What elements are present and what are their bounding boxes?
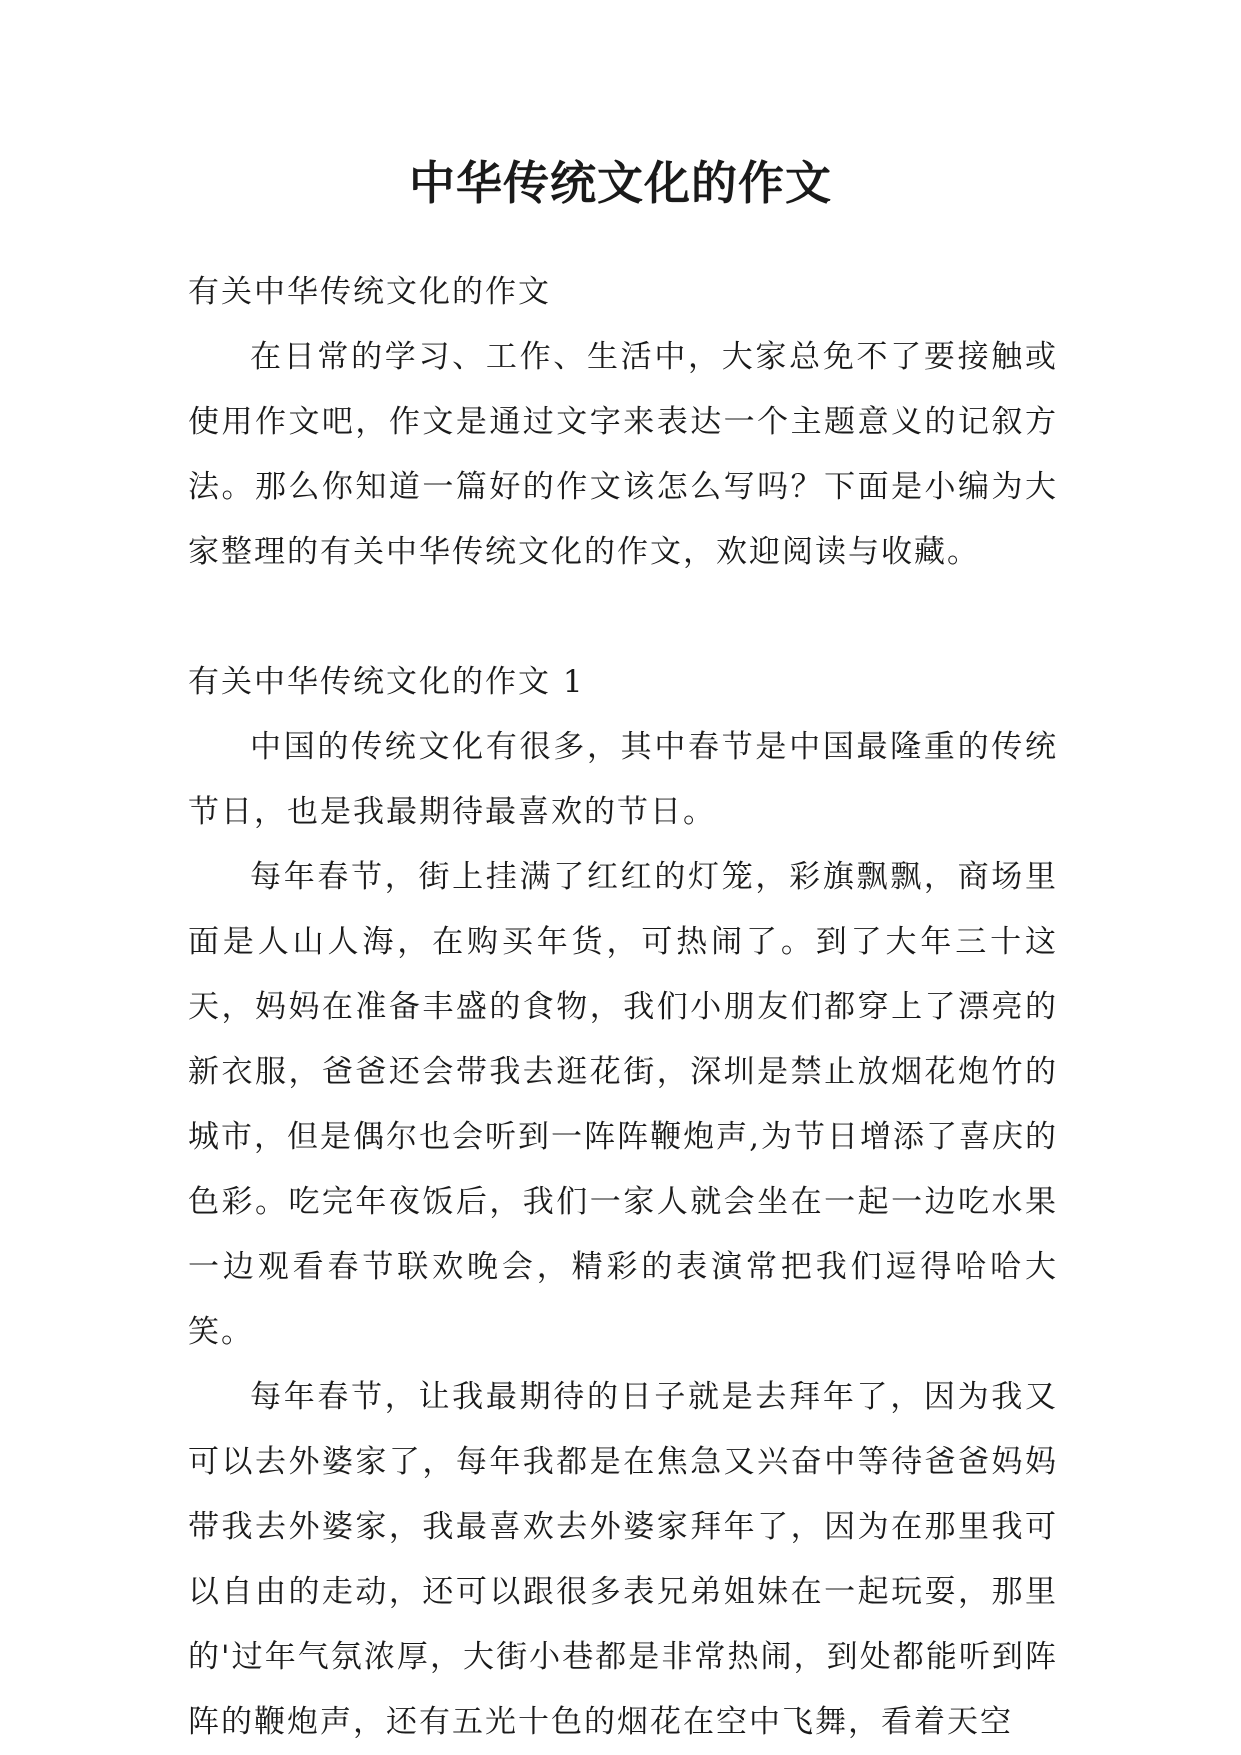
essay-1-heading: 有关中华传统文化的作文 1 xyxy=(188,664,585,700)
intro-paragraph: 在日常的学习、工作、生活中，大家总免不了要接触或使用作文吧，作文是通过文字来表达一个主题意义的记叙方法。那么你知道一篇好的作文该怎么写吗？下面是小编为大家整理的有关中华传统文化的作文，欢迎阅读与收藏。 xyxy=(188,339,1058,570)
document-title: 中华传统文化的作文 xyxy=(409,156,832,210)
essay-1-paragraph: 每年春节，街上挂满了红红的灯笼，彩旗飘飘，商场里面是人山人海，在购买年货，可热闹了。到了大年三十这天，妈妈在准备丰盛的食物，我们小朋友们都穿上了漂亮的新衣服，爸爸还会带我去逛花街，深圳是禁止放烟花炮竹的城市，但是偶尔也会听到一阵阵鞭炮声,为节日增添了喜庆的色彩。吃完年夜饭后，我们一家人就会坐在一起一边吃水果一边观看春节联欢晚会，精彩的表演常把我们逗得哈哈大笑。 xyxy=(188,859,1058,1350)
intro-heading: 有关中华传统文化的作文 xyxy=(188,274,551,310)
essay-1-paragraph: 中国的传统文化有很多，其中春节是中国最隆重的传统节日，也是我最期待最喜欢的节日。 xyxy=(188,729,1058,830)
essay-1-paragraph: 每年春节，让我最期待的日子就是去拜年了，因为我又可以去外婆家了，每年我都是在焦急又兴奋中等待爸爸妈妈带我去外婆家，我最喜欢去外婆家拜年了，因为在那里我可以自由的走动，还可以跟很多表兄弟姐妹在一起玩耍，那里的'过年气氛浓厚，大街小巷都是非常热闹，到处都能听到阵阵的鞭炮声，还有五光十色的烟花在空中飞舞，看着天空 xyxy=(188,1379,1058,1740)
section-spacer xyxy=(188,585,1058,650)
document-body xyxy=(188,260,1058,1755)
